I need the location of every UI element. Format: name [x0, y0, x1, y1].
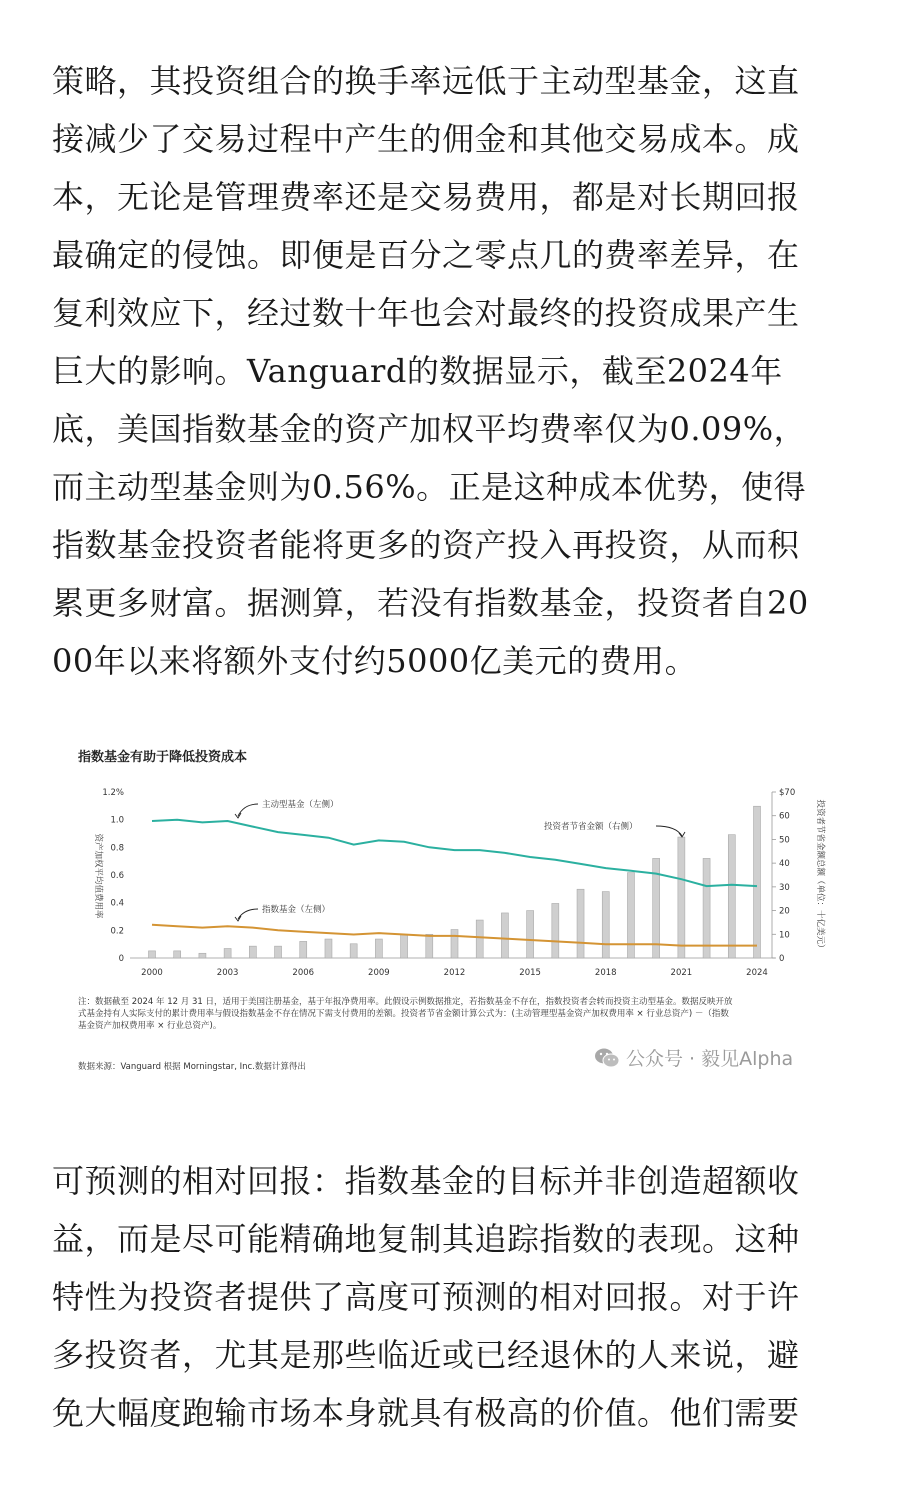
watermark: [594, 1044, 793, 1071]
text-line: 策略，其投资组合的换手率远低于主动型基金，这直: [52, 62, 800, 100]
bar-savings: [678, 837, 685, 958]
bar-savings: [174, 951, 181, 958]
y-left-tick-label: 0.6: [110, 871, 124, 881]
bar-savings: [754, 806, 761, 958]
bar-savings: [199, 953, 206, 958]
text-line: 益，而是尽可能精确地复制其追踪指数的表现。这种: [52, 1220, 800, 1258]
annotation-arrow: [238, 909, 258, 919]
body-paragraph-1: [52, 52, 852, 690]
y-left-tick-label: 1.2%: [102, 788, 124, 798]
figure-index-fund-cost: [0, 736, 900, 1096]
bar-savings: [527, 911, 534, 958]
annotation-arrow: [656, 826, 682, 836]
y-right-tick-label: 10: [779, 930, 790, 941]
y-left-tick-label: 1.0: [110, 815, 124, 826]
line-active-fund: [152, 820, 757, 886]
annotation-arrow: [238, 804, 258, 816]
annotation-index-fund: 指数基金（左侧）: [262, 905, 331, 915]
text-line: 免大幅度跑输市场本身就具有极高的价值。他们需要: [52, 1394, 800, 1432]
chart-note-line: 注：数据截至 2024 年 12 月 31 日，适用于美国注册基金，基于年报净费用率。此假设示例数据推定，若指数基金不存在，指数投资者会转而投资主动型基金。数据反映开放: [78, 997, 733, 1007]
bar-savings: [552, 903, 559, 958]
wechat-icon: [594, 1047, 620, 1069]
annotation-savings: 投资者节省金额（右侧）: [544, 822, 638, 832]
y-right-tick-label: 0: [779, 954, 785, 964]
bar-savings: [501, 913, 508, 958]
bar-savings: [728, 835, 735, 958]
y-left-tick-label: 0.2: [110, 926, 124, 937]
bar-savings: [325, 939, 332, 958]
chart-title: 指数基金有助于降低投资成本: [78, 750, 248, 765]
y-right-tick-label: 20: [779, 906, 790, 917]
x-tick-label: 2000: [141, 968, 163, 978]
y-left-tick-label: 0.8: [110, 843, 124, 854]
x-tick-label: 2018: [594, 968, 617, 978]
text-line: 底，美国指数基金的资产加权平均费率仅为0.09%，: [52, 410, 807, 448]
x-tick-label: 2015: [519, 968, 541, 978]
watermark-text: 公众号 · 毅见Alpha: [626, 1048, 794, 1070]
text-line: 巨大的影响。Vanguard的数据显示，截至2024年: [52, 352, 783, 390]
x-tick-label: 2024: [746, 968, 768, 978]
chart-note: [78, 996, 828, 1032]
bar-savings: [300, 941, 307, 958]
text-line: 接减少了交易过程中产生的佣金和其他交易成本。成: [52, 120, 800, 158]
chart-note-line: 基金资产加权费用率 × 行业总资产)。: [78, 1021, 222, 1031]
text-line: 指数基金投资者能将更多的资产投入再投资，从而积: [52, 526, 800, 564]
chart-svg: [0, 736, 900, 1096]
y-right-tick-label: 40: [779, 859, 790, 870]
text-line: 复利效应下，经过数十年也会对最终的投资成果产生: [52, 294, 800, 332]
y-left-axis-title: 资产加权平均值费用率: [93, 833, 103, 919]
annotation-active-fund: 主动型基金（左侧）: [262, 800, 339, 810]
bar-savings: [224, 949, 231, 958]
y-left-tick-label: 0: [118, 954, 124, 964]
y-right-axis-title: 投资者节省金额总额（单位：十亿美元）: [815, 799, 825, 953]
text-line: 本，无论是管理费率还是交易费用，都是对长期回报: [52, 178, 800, 216]
bar-savings: [350, 944, 357, 958]
text-line: 最确定的侵蚀。即便是百分之零点几的费率差异，在: [52, 236, 800, 274]
bar-savings: [375, 939, 382, 958]
text-line: 累更多财富。据测算，若没有指数基金，投资者自20: [52, 584, 809, 622]
x-tick-label: 2009: [368, 968, 390, 978]
x-tick-label: 2006: [292, 968, 315, 978]
body-paragraph-2: [52, 1152, 852, 1442]
bar-savings: [476, 920, 483, 958]
y-right-tick-label: 30: [779, 882, 790, 893]
chart-note-line: 式基金持有人实际支付的累计费用率与假设指数基金不存在情况下需支付费用的差额。投资者节省金额计算公式为：(主动管理型基金资产加权费用率 × 行业总资产) －（指数: [78, 1009, 729, 1019]
text-line: 多投资者，尤其是那些临近或已经退休的人来说，避: [52, 1336, 800, 1374]
bar-savings: [401, 934, 408, 958]
bar-savings: [451, 930, 458, 958]
text-line: 00年以来将额外支付约5000亿美元的费用。: [52, 642, 698, 680]
y-right-tick-label: $70: [779, 788, 796, 798]
bar-savings: [149, 951, 156, 958]
text-line: 特性为投资者提供了高度可预测的相对回报。对于许: [52, 1278, 800, 1316]
x-tick-label: 2012: [443, 968, 466, 978]
text-line: 可预测的相对回报：指数基金的目标并非创造超额收: [52, 1162, 800, 1200]
bar-savings: [426, 934, 433, 958]
y-left-tick-label: 0.4: [110, 898, 124, 909]
chart-source: 数据来源：Vanguard 根据 Morningstar, Inc.数据计算得出: [78, 1062, 306, 1072]
bar-savings: [602, 892, 609, 958]
text-line: 而主动型基金则为0.56%。正是这种成本优势，使得: [52, 468, 807, 506]
bar-savings: [577, 889, 584, 958]
x-tick-label: 2021: [670, 968, 693, 978]
y-right-tick-label: 50: [779, 835, 790, 846]
y-right-tick-label: 60: [779, 811, 790, 822]
bar-savings: [275, 946, 282, 958]
x-tick-label: 2003: [216, 968, 239, 978]
bar-savings: [703, 858, 710, 958]
bar-savings: [249, 946, 256, 958]
